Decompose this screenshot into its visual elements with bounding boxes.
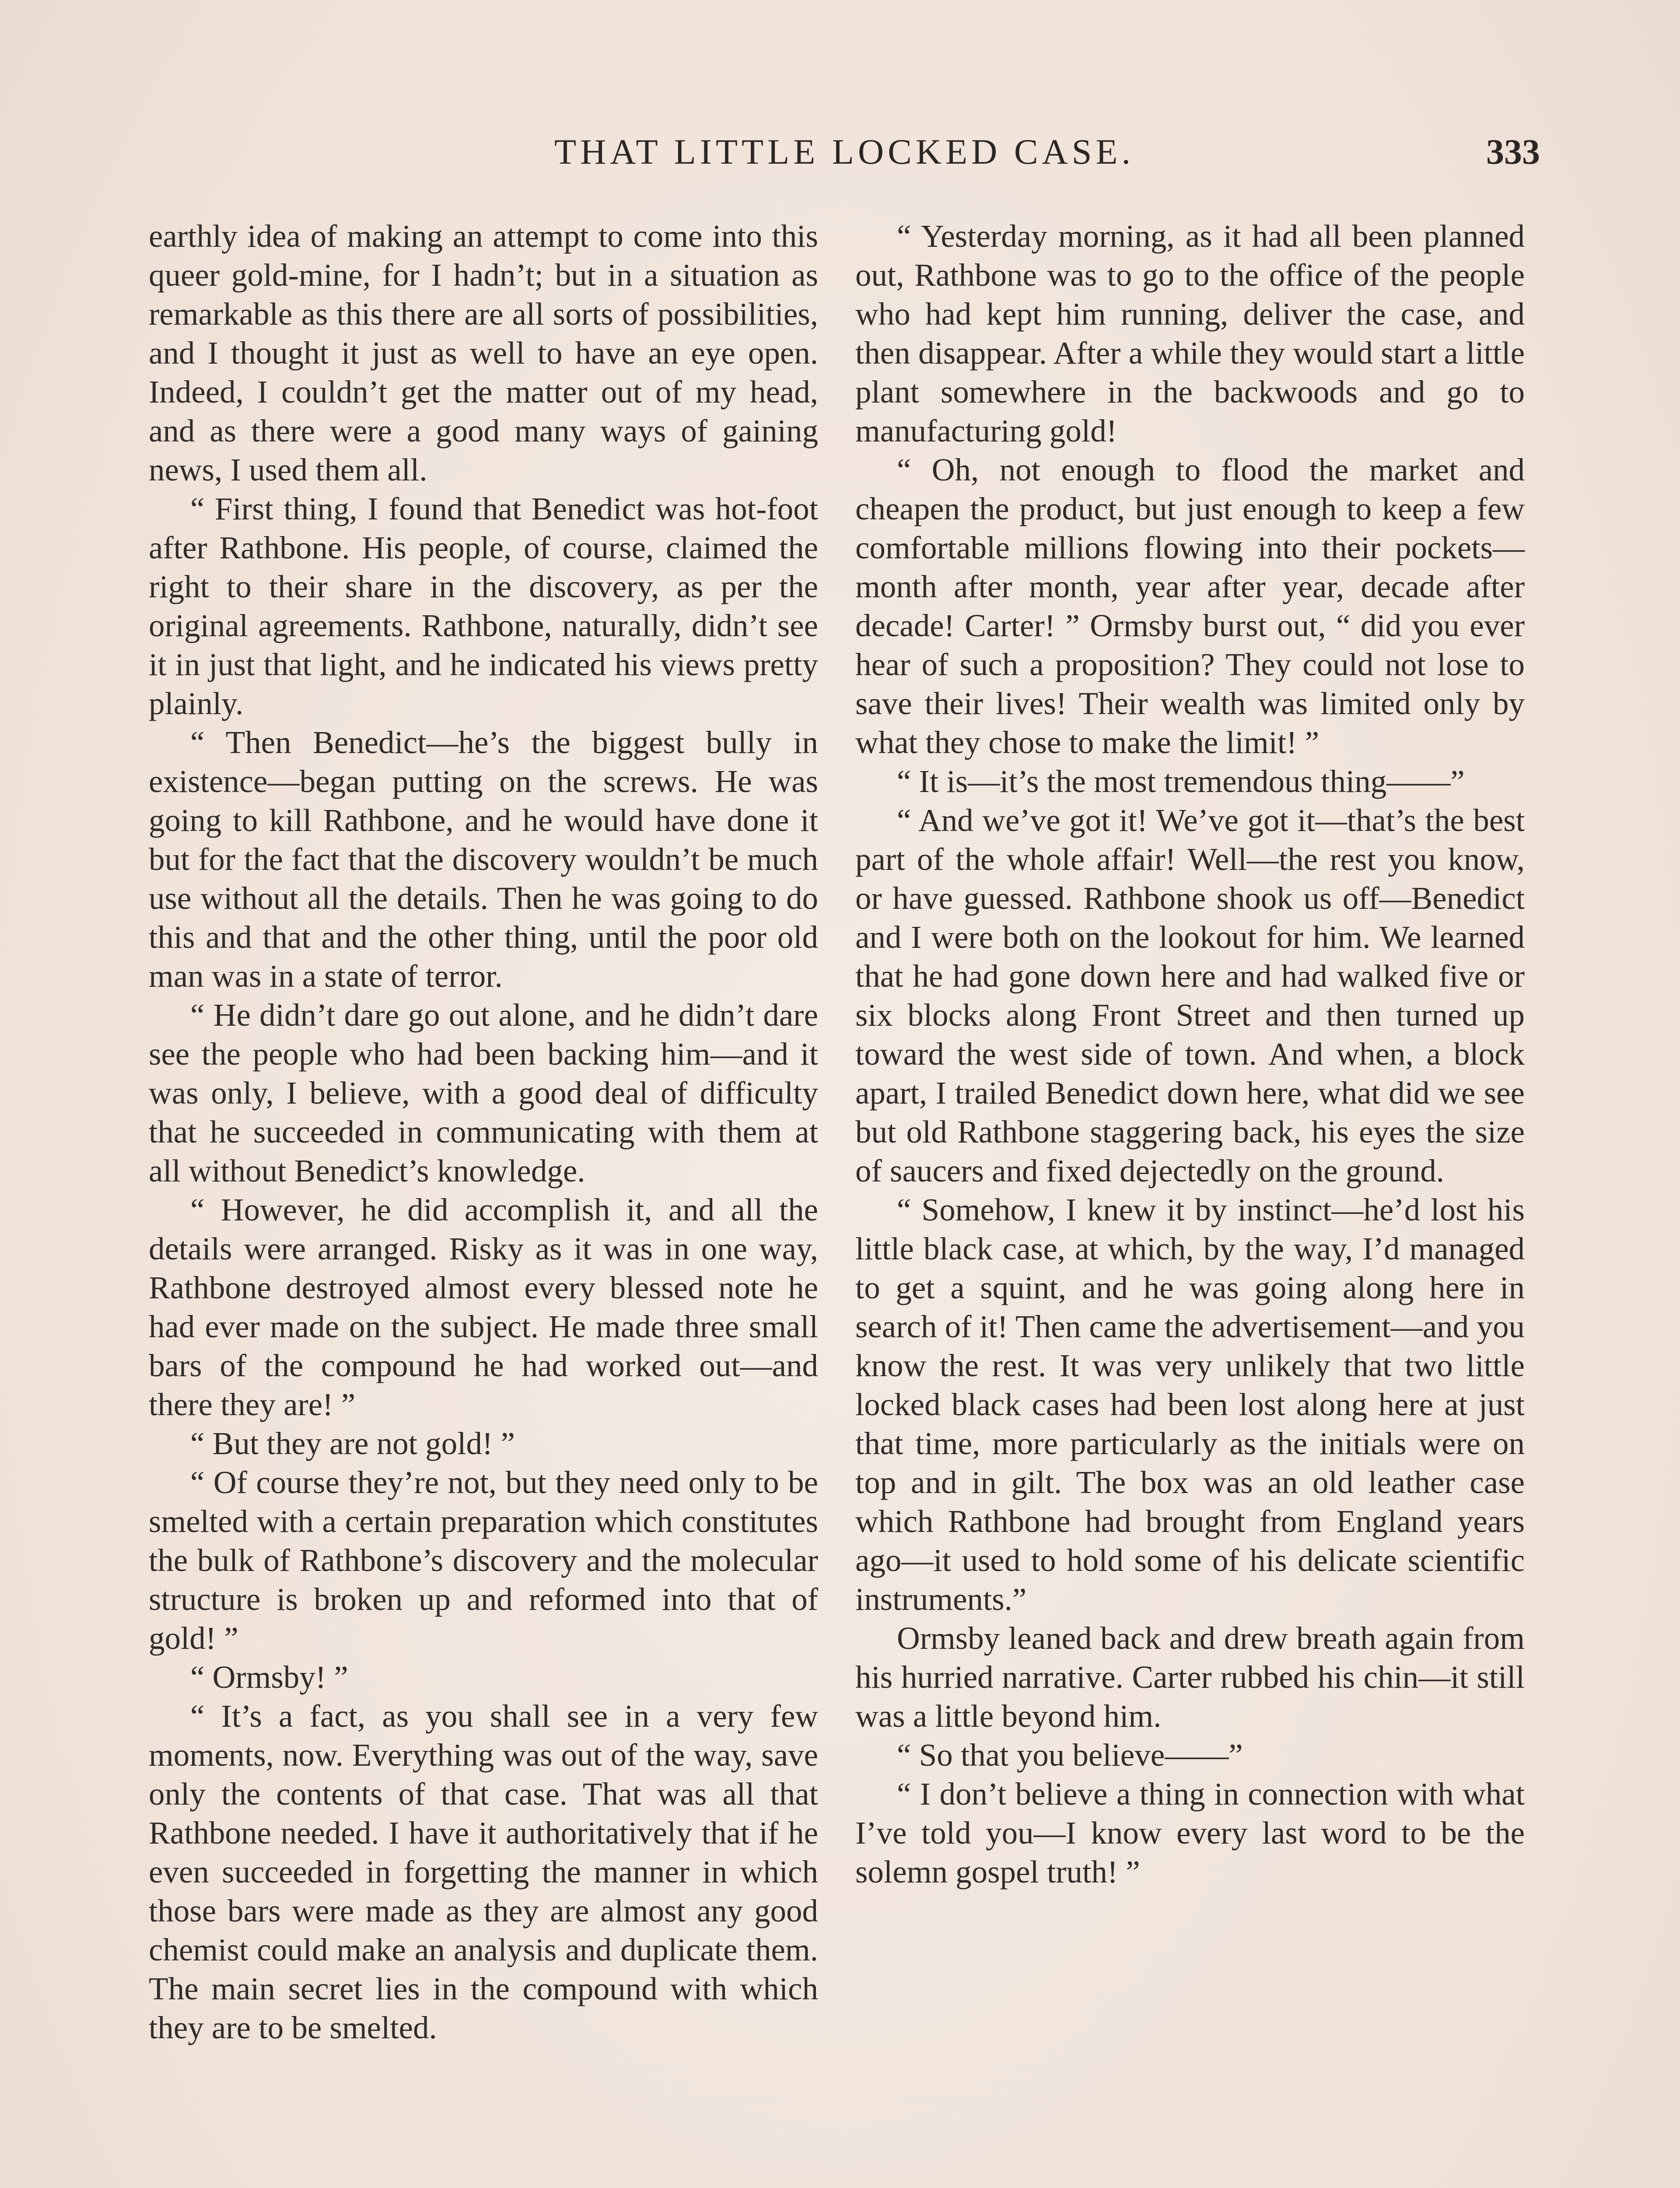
page-number: 333: [1486, 132, 1540, 172]
running-title: THAT LITTLE LOCKED CASE.: [554, 132, 1134, 172]
paragraph: “ Oh, not enough to flood the market and cheapen the product, but just enough to keep a few comfortable millions flowing into their pockets—month after month, year after year, decade after decade! Carter! ” Ormsby burst out, “ did you ever hear of such a proposition? They could not lose to save their lives! Their wealth was limited only by what they chose to make the limit! ”: [855, 452, 1525, 760]
paragraph: “ I don’t believe a thing in connection with what I’ve told you—I know every last word to be the solemn gospel truth! ”: [855, 1776, 1525, 1890]
paragraph: “ He didn’t dare go out alone, and he didn’t dare see the people who had been backing him—and it was only, I believe, with a good deal of difficulty that he succeeded in communicating with them at all without Benedict’s knowledge.: [149, 997, 818, 1189]
paragraph: “ Ormsby! ”: [190, 1659, 348, 1695]
paragraph: “ Of course they’re not, but they need only to be smelted with a certain preparation which constitutes the bulk of Rathbone’s discovery and the molecular structure is broken up and reformed into that of gold! ”: [149, 1465, 818, 1656]
paragraph: “ Yesterday morning, as it had all been planned out, Rathbone was to go to the office of the people who had kept him running, deliver the case, and then disappear. After a while they would start a little plant somewhere in the backwoods and go to manufacturing gold!: [855, 218, 1525, 449]
left-column: [149, 217, 818, 2047]
paragraph: “ Then Benedict—he’s the biggest bully in existence—began putting on the screws. He was going to kill Rathbone, and he would have done it but for the fact that the discovery wouldn’t be much use without all the details. Then he was going to do this and that and the other thing, until the poor old man was in a state of terror.: [149, 725, 818, 994]
paragraph: “ First thing, I found that Benedict was hot-foot after Rathbone. His people, of course, claimed the right to their share in the discovery, as per the original agreements. Rathbone, naturally, didn’t see it in just that light, and he indicated his views pretty plainly.: [149, 491, 818, 721]
paragraph: “ Somehow, I knew it by instinct—he’d lost his little black case, at which, by the way, I’d managed to get a squint, and he was going along here in search of it! Then came the advertisement—and you know the rest. It was very unlikely that two little locked black cases had been lost along here at just that time, more particularly as the initials were on top and in gilt. The box was an old leather case which Rathbone had brought from England years ago—it used to hold some of his delicate scientific instruments.”: [855, 1192, 1525, 1617]
paragraph: “ It’s a fact, as you shall see in a very few moments, now. Everything was out of the way, save only the contents of that case. That was all that Rathbone needed. I have it authoritatively that if he even succeeded in forgetting the manner in which those bars were made as they are almost any good chemist could make an analysis and duplicate them. The main secret lies in the compound with which they are to be smelted.: [149, 1698, 818, 2045]
paragraph: “ However, he did accomplish it, and all the details were arranged. Risky as it was in one way, Rathbone destroyed almost every blessed note he had ever made on the subject. He made three small bars of the compound he had worked out—and there they are! ”: [149, 1192, 818, 1422]
paragraph: “ And we’ve got it! We’ve got it—that’s the best part of the whole affair! Well—the rest you know, or have guessed. Rathbone shook us off—Benedict and I were both on the lookout for him. We learned that he had gone down here and had walked five or six blocks along Front Street and then turned up toward the west side of town. And when, a block apart, I trailed Benedict down here, what did we see but old Rathbone staggering back, his eyes the size of saucers and fixed dejectedly on the ground.: [855, 803, 1525, 1189]
paragraph: earthly idea of making an attempt to come into this queer gold-mine, for I hadn’t; but in a situation as remarkable as this there are all sorts of possibilities, and I thought it just as well to have an eye open. Indeed, I couldn’t get the matter out of my head, and as there were a good many ways of gaining news, I used them all.: [149, 218, 818, 487]
paragraph: “ It is—it’s the most tremendous thing——”: [897, 764, 1465, 799]
running-head: [149, 131, 1540, 184]
paragraph: “ So that you believe——”: [897, 1737, 1243, 1773]
right-column: [855, 217, 1525, 1891]
paragraph: “ But they are not gold! ”: [190, 1426, 515, 1461]
paragraph: Ormsby leaned back and drew breath again from his hurried narrative. Carter rubbed his chin—it still was a little beyond him.: [855, 1620, 1525, 1734]
